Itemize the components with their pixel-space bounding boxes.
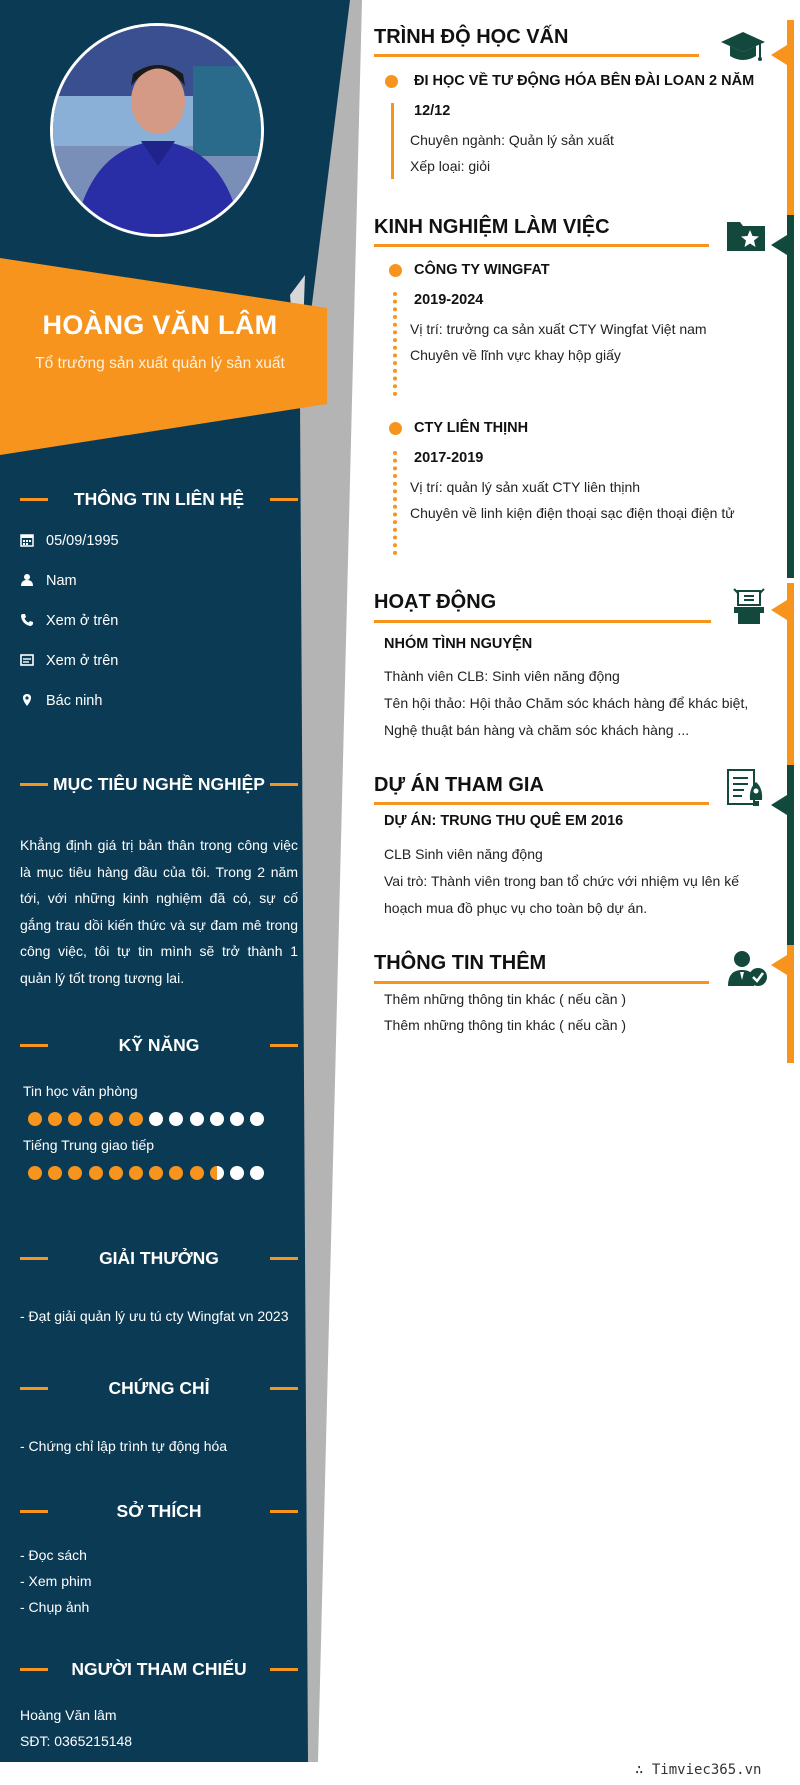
skill-dot — [109, 1166, 123, 1180]
skill-name: Tiếng Trung giao tiếp — [23, 1137, 155, 1153]
skill-dot — [169, 1112, 183, 1126]
hobbies-section-heading — [20, 1499, 298, 1523]
sidebar — [0, 0, 365, 1762]
watermark: ∴ Timviec365.vn — [635, 1762, 762, 1778]
job-company: CTY LIÊN THỊNH — [414, 420, 529, 436]
heading-underline — [374, 620, 711, 623]
job-detail: Vị trí: trưởng ca sản xuất CTY Wingfat Việt nam — [410, 321, 707, 337]
job-period: 2019-2024 — [414, 292, 484, 308]
hobbies-heading-text: SỞ THÍCH — [116, 1500, 202, 1521]
certificates-section-heading — [20, 1376, 298, 1400]
candidate-name: HOÀNG VĂN LÂM — [42, 310, 278, 340]
skill-dot — [149, 1166, 163, 1180]
job-period: 2017-2019 — [414, 450, 484, 466]
reference-name: Hoàng Văn lâm — [20, 1707, 117, 1723]
experience-heading: KINH NGHIỆM LÀM VIỆC — [374, 216, 610, 238]
email-icon — [20, 653, 46, 670]
timeline-bar-activities — [787, 583, 794, 765]
hobby-item: - Xem phim — [20, 1573, 92, 1589]
location-pin-icon — [20, 693, 46, 710]
timeline-arrow — [771, 600, 787, 620]
skill-dot — [89, 1112, 103, 1126]
award-item: - Đạt giải quản lý ưu tú cty Wingfat vn 2023 — [20, 1308, 289, 1324]
timeline-bullet — [389, 422, 402, 435]
timeline-arrow — [771, 795, 787, 815]
references-section-heading — [20, 1657, 298, 1681]
skill-dot — [190, 1166, 204, 1180]
user-icon — [20, 573, 46, 590]
heading-dash — [20, 1510, 48, 1513]
heading-underline — [374, 981, 709, 984]
contact-value: Xem ở trên — [46, 653, 119, 669]
heading-dash — [20, 1668, 48, 1671]
project-detail: hoạch mua đồ phục vụ cho toàn bộ dự án. — [384, 900, 648, 916]
education-heading: TRÌNH ĐỘ HỌC VẤN — [374, 26, 569, 48]
skill-dot — [230, 1166, 244, 1180]
contact-phone — [20, 610, 118, 632]
activity-detail: Nghệ thuật bán hàng và chăm sóc khách hàng ... — [384, 722, 690, 738]
timeline-bar-projects — [787, 765, 794, 945]
timeline-bar-experience — [787, 215, 794, 578]
skill-dot — [48, 1112, 62, 1126]
timeline-dotted-line — [393, 451, 401, 555]
contact-birthdate — [20, 530, 119, 552]
extra-heading: THÔNG TIN THÊM — [374, 952, 547, 974]
heading-dash — [270, 1668, 298, 1671]
hobby-item: - Đọc sách — [20, 1547, 87, 1563]
heading-dash — [20, 498, 48, 501]
awards-section-heading — [20, 1246, 298, 1270]
education-school: ĐI HỌC VỀ TƯ ĐỘNG HÓA BÊN ĐÀI LOAN 2 NĂM — [414, 73, 755, 89]
timeline-arrow — [771, 955, 787, 975]
project-detail: CLB Sinh viên năng động — [384, 846, 543, 862]
skill-dot — [129, 1166, 143, 1180]
objective-heading-text: MỤC TIÊU NGHỀ NGHIỆP — [53, 773, 265, 794]
phone-icon — [20, 613, 46, 630]
skill-dot — [250, 1166, 264, 1180]
heading-dash — [20, 1257, 48, 1260]
timeline-dotted-line — [393, 292, 401, 396]
heading-underline — [374, 244, 709, 247]
contact-value: Xem ở trên — [46, 613, 119, 629]
skill-name: Tin học văn phòng — [23, 1083, 138, 1099]
skill-dot — [149, 1112, 163, 1126]
skill-dot — [109, 1112, 123, 1126]
heading-dash — [270, 1387, 298, 1390]
projects-heading: DỰ ÁN THAM GIA — [374, 774, 544, 796]
awards-heading-text: GIẢI THƯỞNG — [99, 1247, 219, 1268]
skill-dot — [89, 1166, 103, 1180]
skill-dot — [129, 1112, 143, 1126]
contact-address — [20, 690, 102, 712]
timeline-arrow — [771, 235, 787, 255]
activity-detail: Tên hội thảo: Hội thảo Chăm sóc khách hàng để khác biệt, — [384, 695, 749, 711]
education-period: 12/12 — [414, 103, 451, 119]
hobby-item: - Chụp ảnh — [20, 1599, 90, 1615]
calendar-icon — [20, 533, 46, 550]
extra-detail: Thêm những thông tin khác ( nếu cần ) — [384, 1017, 627, 1033]
graduation-cap-icon — [720, 30, 766, 69]
heading-dash — [20, 1387, 48, 1390]
skills-heading-text: KỸ NĂNG — [118, 1034, 200, 1055]
education-major: Chuyên ngành: Quản lý sản xuất — [410, 132, 614, 148]
candidate-job-title: Tổ trưởng sản xuất quản lý sản xuất — [35, 355, 285, 372]
timeline-line — [391, 103, 394, 179]
heading-underline — [374, 54, 699, 57]
contact-heading-text: THÔNG TIN LIÊN HỆ — [73, 488, 245, 509]
skill-dot — [28, 1166, 42, 1180]
job-company: CÔNG TY WINGFAT — [414, 262, 550, 278]
job-detail: Chuyên về linh kiện điện thoại sạc điện thoại điện tử — [410, 505, 735, 521]
project-detail: Vai trò: Thành viên trong ban tổ chức với nhiệm vụ lên kế — [384, 873, 740, 889]
skill-dot — [48, 1166, 62, 1180]
heading-dash — [20, 1044, 48, 1047]
skill-dot — [210, 1112, 224, 1126]
certificate-item: - Chứng chỉ lập trình tự động hóa — [20, 1438, 228, 1454]
objective-text: Khẳng định giá trị bản thân trong công việc là mục tiêu hàng đầu của tôi. Trong 2 năm tới, với những kinh nghiệm đã có, sự cố gắng trau dồi kiến thức và sự đam mê trong công việc, tôi tự tin mình sẽ trở thành 1 quản lý tốt trong tương lai. — [20, 837, 298, 986]
skill-dot — [28, 1112, 42, 1126]
skill-rating — [28, 1112, 270, 1128]
contact-section-heading — [20, 487, 298, 511]
timeline-bar-education — [787, 20, 794, 215]
skill-dot — [68, 1166, 82, 1180]
job-detail: Chuyên về lĩnh vực khay hộp giấy — [410, 347, 621, 363]
contact-gender — [20, 570, 77, 592]
podium-icon — [732, 587, 766, 630]
heading-dash — [270, 1510, 298, 1513]
job-detail: Vị trí: quản lý sản xuất CTY liên thịnh — [410, 479, 641, 495]
reference-phone: SĐT: 0365215148 — [20, 1733, 133, 1749]
skill-dot — [169, 1166, 183, 1180]
folder-star-icon — [726, 218, 766, 257]
certificates-heading-text: CHỨNG CHỈ — [108, 1377, 210, 1398]
education-grade: Xếp loại: giỏi — [410, 158, 491, 174]
skill-dot — [68, 1112, 82, 1126]
project-name: DỰ ÁN: TRUNG THU QUÊ EM 2016 — [384, 813, 624, 829]
heading-dash — [20, 783, 48, 786]
skill-rating — [28, 1166, 270, 1182]
activity-org: NHÓM TÌNH NGUYỆN — [384, 636, 533, 652]
heading-dash — [270, 498, 298, 501]
activity-detail: Thành viên CLB: Sinh viên năng động — [384, 668, 620, 684]
skills-section-heading — [20, 1033, 298, 1057]
profile-photo — [50, 23, 264, 237]
skill-dot — [230, 1112, 244, 1126]
extra-detail: Thêm những thông tin khác ( nếu cần ) — [384, 991, 627, 1007]
heading-dash — [270, 1257, 298, 1260]
timeline-bar-extra — [787, 945, 794, 1063]
user-check-icon — [728, 950, 768, 993]
skill-dot — [210, 1166, 224, 1180]
timeline-arrow — [771, 45, 787, 65]
timeline-bullet — [385, 75, 398, 88]
contact-value: 05/09/1995 — [46, 533, 119, 549]
timeline-bullet — [389, 264, 402, 277]
references-heading-text: NGƯỜI THAM CHIẾU — [71, 1658, 247, 1679]
heading-dash — [270, 1044, 298, 1047]
contact-value: Nam — [46, 573, 77, 589]
heading-dash — [270, 783, 298, 786]
objective-section-heading — [20, 772, 298, 796]
skill-dot — [250, 1112, 264, 1126]
contact-email — [20, 650, 118, 672]
skill-dot — [190, 1112, 204, 1126]
heading-underline — [374, 802, 709, 805]
contact-value: Bác ninh — [46, 693, 103, 709]
document-rocket-icon — [726, 768, 766, 813]
activities-heading: HOẠT ĐỘNG — [374, 591, 497, 613]
